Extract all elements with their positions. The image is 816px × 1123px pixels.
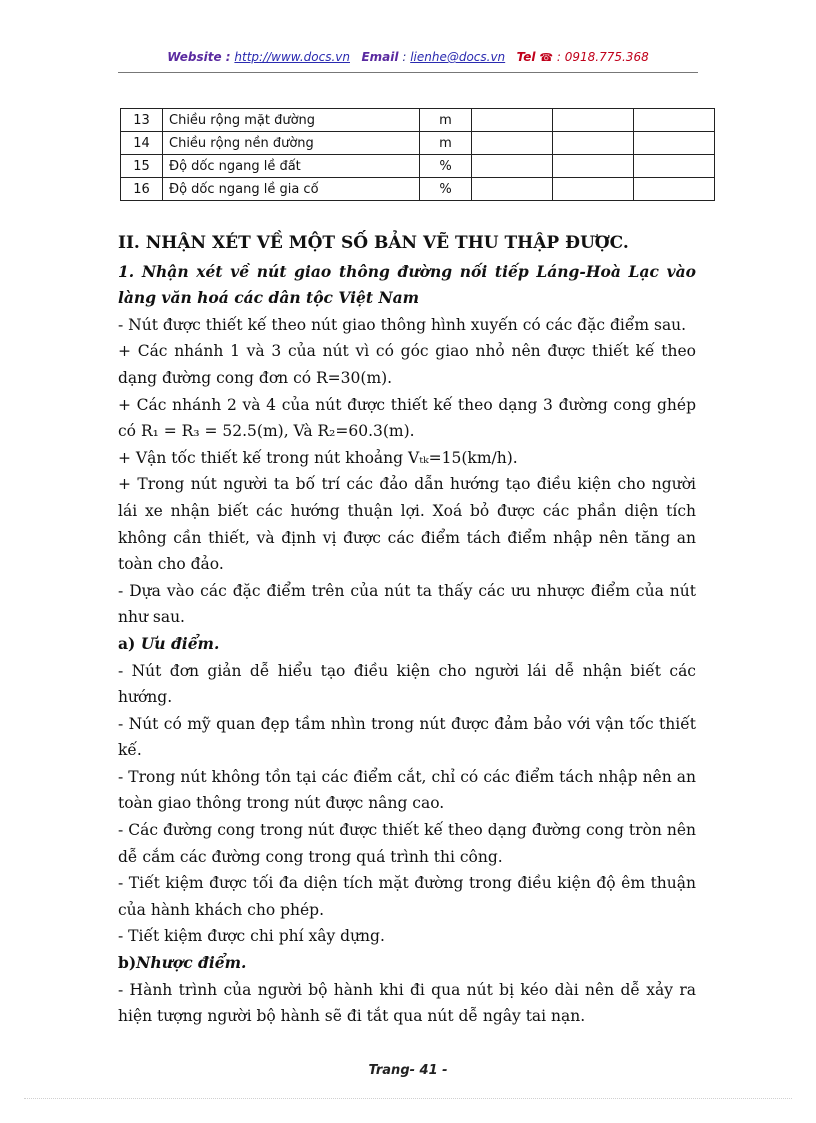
row-name: Chiều rộng nền đường (163, 132, 420, 155)
section-heading: II. NHẬN XÉT VỀ MỘT SỐ BẢN VẼ THU THẬP ĐƯỢC. (118, 233, 629, 253)
row-number: 13 (121, 109, 163, 132)
empty-cell (634, 178, 715, 201)
advantages-title: Ưu điểm. (135, 633, 220, 653)
advantage-item: - Trong nút không tồn tại các điểm cắt, chỉ có các điểm tách nhập nên an toàn giao thông trong nút được nâng cao. (118, 767, 696, 813)
paragraph: + Trong nút người ta bố trí các đảo dẫn hướng tạo điều kiện cho người lái xe nhận biết các hướng thuận lợi. Xoá bỏ được các phần diện tích không cần thiết, và định vị được các điểm tách điểm nhập nên tăng an toàn cho đảo. (118, 475, 696, 574)
row-unit: m (420, 109, 472, 132)
row-number: 14 (121, 132, 163, 155)
email-separator: : (402, 50, 407, 64)
header-divider (118, 72, 698, 73)
phone-number: : 0918.775.368 (556, 50, 649, 64)
empty-cell (634, 132, 715, 155)
table-row (121, 109, 715, 132)
email-link[interactable]: lienhe@docs.vn (410, 50, 506, 64)
empty-cell (472, 132, 553, 155)
table-row (121, 178, 715, 201)
disadvantage-item: - Hành trình của người bộ hành khi đi qua nút bị kéo dài nên dễ xảy ra hiện tượng người bộ hành sẽ đi tắt qua nút dễ ngây tai nạn. (118, 980, 696, 1026)
empty-cell (472, 178, 553, 201)
email-label: Email (361, 50, 399, 64)
disadvantages-heading (118, 950, 696, 977)
empty-cell (472, 155, 553, 178)
row-number: 16 (121, 178, 163, 201)
empty-cell (553, 178, 634, 201)
document-body (118, 230, 696, 1030)
empty-cell (634, 109, 715, 132)
empty-cell (553, 155, 634, 178)
row-name: Độ dốc ngang lề đất (163, 155, 420, 178)
row-number: 15 (121, 155, 163, 178)
advantage-item: - Tiết kiệm được tối đa diện tích mặt đường trong điều kiện độ êm thuận của hành khách cho phép. (118, 874, 696, 919)
empty-cell (553, 132, 634, 155)
row-name: Độ dốc ngang lề gia cố (163, 178, 420, 201)
phone-icon: ☎ (539, 51, 554, 64)
row-unit: % (420, 178, 472, 201)
table-row (121, 132, 715, 155)
row-name: Chiều rộng mặt đường (163, 109, 420, 132)
advantage-item: - Các đường cong trong nút được thiết kế theo dạng đường cong tròn nên dễ cắm các đường cong trong quá trình thi công. (118, 821, 696, 866)
paragraph: + Các nhánh 2 và 4 của nút được thiết kế theo dạng 3 đường cong ghép có R₁ = R₃ = 52.5(m), Và R₂=60.3(m). (118, 395, 696, 441)
row-unit: m (420, 132, 472, 155)
page-number: Trang- 41 - (368, 1063, 448, 1078)
empty-cell (553, 109, 634, 132)
paragraph: + Vận tốc thiết kế trong nút khoảng Vₜₖ=15(km/h). (118, 448, 518, 467)
disadvantages-title: Nhược điểm. (136, 953, 247, 973)
advantage-item: - Nút đơn giản dễ hiểu tạo điều kiện cho người lái dễ nhận biết các hướng. (118, 661, 696, 707)
website-label: Website : (167, 50, 231, 64)
tel-label: Tel (516, 50, 536, 64)
advantages-heading (118, 631, 696, 658)
row-unit: % (420, 155, 472, 178)
spec-table (120, 108, 715, 201)
sub-heading: 1. Nhận xét về nút giao thông đường nối tiếp Láng-Hoà Lạc vào làng văn hoá các dân tộc Việt Nam (118, 261, 696, 308)
disadvantages-prefix: b) (118, 953, 137, 973)
advantage-item: - Tiết kiệm được chi phí xây dựng. (118, 927, 385, 946)
advantages-prefix: a) (118, 633, 136, 653)
website-link[interactable]: http://www.docs.vn (234, 50, 350, 64)
empty-cell (634, 155, 715, 178)
table-row (121, 155, 715, 178)
page-header (0, 50, 816, 64)
advantage-item: - Nút có mỹ quan đẹp tầm nhìn trong nút được đảm bảo với vận tốc thiết kế. (118, 714, 696, 760)
empty-cell (472, 109, 553, 132)
paragraph: + Các nhánh 1 và 3 của nút vì có góc giao nhỏ nên được thiết kế theo dạng đường cong đơn có R=30(m). (118, 342, 696, 387)
paragraph: - Nút được thiết kế theo nút giao thông hình xuyến có các đặc điểm sau. (118, 315, 687, 334)
page-bottom-divider (24, 1098, 792, 1099)
paragraph: - Dựa vào các đặc điểm trên của nút ta thấy các ưu nhược điểm của nút như sau. (118, 581, 696, 627)
